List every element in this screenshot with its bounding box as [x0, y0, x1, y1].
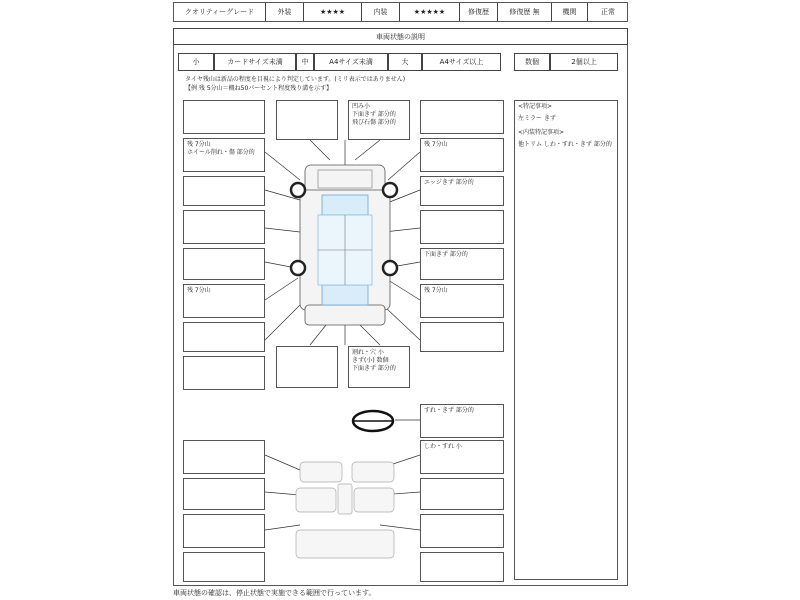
- interior-right-1: しわ・すれ 小: [420, 440, 504, 474]
- interior-special-body: 他トリム しわ・すれ・きず 部分的: [518, 141, 612, 148]
- left-box-6: 残 7分山: [183, 284, 265, 318]
- bottom-box-left: [276, 346, 338, 388]
- interior-label: 内装: [362, 3, 400, 21]
- interior-special-title: <内装特記事項>: [518, 129, 565, 136]
- footer-note: 車両状態の確認は、停止状態で実施できる範囲で行っています。: [173, 589, 376, 597]
- interior-left-1: [183, 440, 265, 474]
- left-box-2: 残 7分山 ホイール削れ・傷 部分的: [183, 138, 265, 172]
- interior-right-2: [420, 478, 504, 510]
- count-label: 数個: [514, 53, 550, 71]
- interior-left-3: [183, 514, 265, 548]
- size-medium-desc: A4サイズ未満: [314, 53, 388, 71]
- left-box-3: [183, 176, 265, 206]
- top-box-center: 凹み小 下面きず 部分的 飛び石傷 部分的: [348, 100, 410, 140]
- interior-rating: ★★★★★: [400, 3, 460, 21]
- interior-right-4: [420, 552, 504, 582]
- special-title: <特記事項>: [518, 103, 553, 110]
- interior-left-2: [183, 478, 265, 510]
- size-small: 小: [178, 53, 214, 71]
- interior-left-4: [183, 552, 265, 582]
- left-box-5: [183, 248, 265, 280]
- size-medium: 中: [296, 53, 314, 71]
- quality-label: クオリティーグレード: [174, 3, 266, 21]
- function-label: 機関: [552, 3, 588, 21]
- right-box-3: エッジきず 部分的: [420, 176, 504, 206]
- left-box-4: [183, 210, 265, 244]
- section-title: 車両状態の説明: [173, 28, 628, 45]
- function-value: 正常: [601, 8, 615, 16]
- right-box-7: [420, 322, 504, 352]
- right-box-6: 残 7分山: [420, 284, 504, 318]
- tire-note-1: タイヤ残山は新品の程度を目視により判定しています。(ミリ表示ではありません): [185, 76, 406, 83]
- exterior-rating: ★★★★: [304, 3, 362, 21]
- size-small-desc: カードサイズ未満: [214, 53, 296, 71]
- special-body: 左ミラー きず: [518, 115, 556, 122]
- right-box-1: [420, 100, 504, 134]
- left-box-7: [183, 322, 265, 352]
- right-box-2: 残 7分山: [420, 138, 504, 172]
- exterior-label: 外装: [266, 3, 304, 21]
- tire-note-2: 【例 残 5分山＝概ね50パーセント程度残り溝を示す】: [185, 85, 333, 92]
- left-box-8: [183, 356, 265, 390]
- left-box-1: [183, 100, 265, 134]
- count-desc: 2個以上: [550, 53, 618, 71]
- repair-label: 修復歴: [460, 3, 498, 21]
- interior-right-3: [420, 514, 504, 548]
- special-notes-panel: [514, 100, 618, 580]
- size-large: 大: [388, 53, 422, 71]
- repair-value: 修復歴 無: [498, 3, 552, 21]
- steering-box: すれ・きず 部分的: [420, 404, 504, 438]
- right-box-5: 下面きず 部分的: [420, 248, 504, 280]
- right-box-4: [420, 210, 504, 244]
- bottom-box-center: 割れ・穴 小 きず(小) 数個 下面きず 部分的: [348, 346, 410, 388]
- top-box-left: [276, 100, 338, 140]
- size-large-desc: A4サイズ以上: [422, 53, 501, 71]
